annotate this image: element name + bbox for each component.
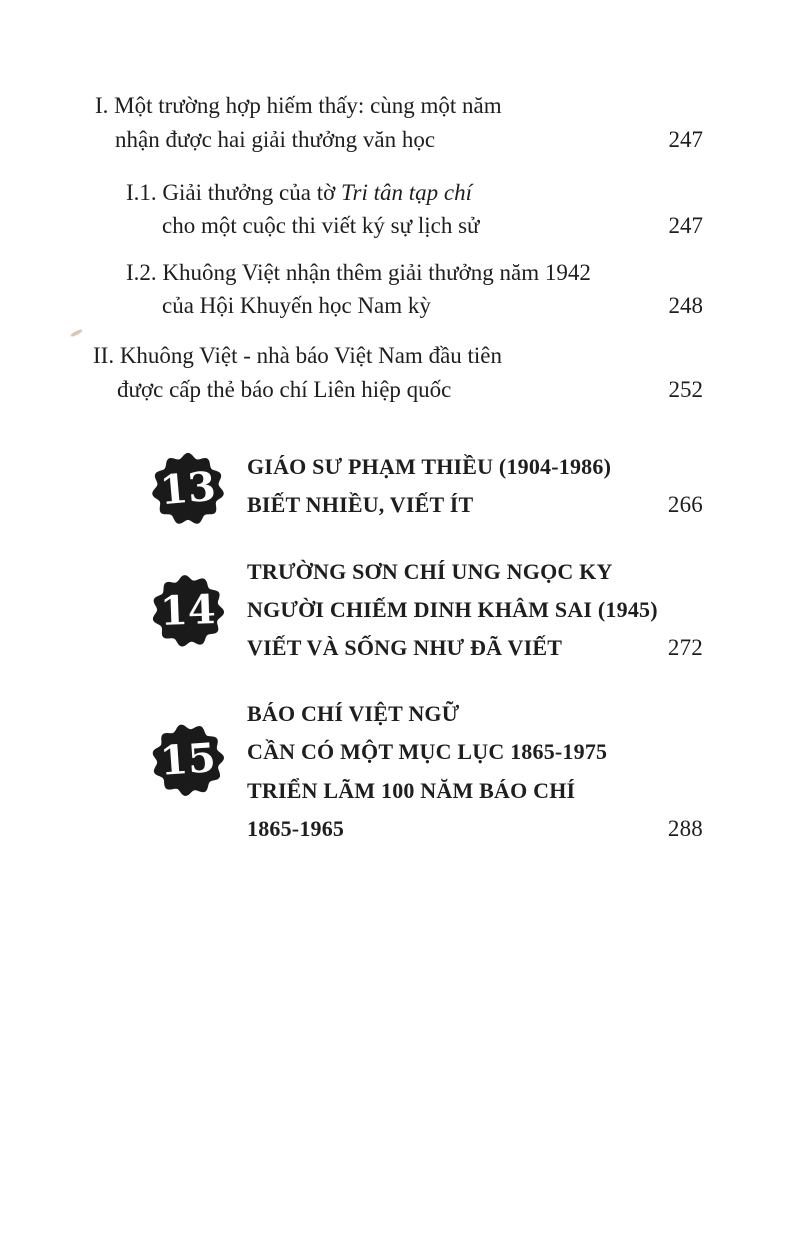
chapter-number: 15 — [158, 734, 218, 785]
chapter-title-line — [247, 591, 703, 629]
toc-entry-text: được cấp thẻ báo chí Liên hiệp quốc — [117, 377, 452, 402]
chapter-number: 14 — [159, 586, 217, 635]
chapter-title-text: TRIỂN LÃM 100 NĂM BÁO CHÍ — [247, 778, 576, 803]
chapter-title-text: 1865-1965 — [247, 816, 345, 841]
chapter-title-text: GIÁO SƯ PHẠM THIỀU (1904-1986) — [247, 454, 612, 479]
toc-entry-text: cho một cuộc thi viết ký sự lịch sử — [162, 213, 480, 238]
chapter-title-line — [247, 448, 703, 486]
toc-entry-text: II. Khuông Việt - nhà báo Việt Nam đầu tiên — [93, 343, 503, 368]
toc-entry-line — [126, 256, 703, 290]
page-number: 272 — [667, 635, 703, 660]
page-number: 247 — [668, 213, 703, 238]
toc-entry-text-regular: I.1. Giải thưởng của tờ — [126, 180, 341, 205]
chapter-title-line — [247, 733, 703, 771]
chapter-title-line — [247, 695, 703, 733]
toc-entry-line — [115, 123, 703, 157]
chapter-title-text: BIẾT NHIỀU, VIẾT ÍT — [247, 492, 474, 517]
toc-entry-line — [162, 289, 703, 323]
page-number: 247 — [668, 127, 703, 152]
chapter-15-seal — [150, 722, 226, 798]
toc-entry-line — [95, 89, 703, 123]
chapter-14-seal — [150, 573, 226, 649]
page-number: 266 — [667, 492, 703, 517]
chapter-title-line — [247, 772, 703, 810]
scan-artifact — [70, 328, 83, 338]
chapter-title-line — [247, 629, 703, 667]
toc-entry-text: I. Một trường hợp hiếm thấy: cùng một năm — [95, 93, 502, 118]
page-number: 248 — [668, 293, 703, 318]
page-number: 252 — [668, 377, 703, 402]
toc-entry-line — [117, 373, 703, 407]
chapter-number: 13 — [158, 462, 218, 515]
toc-entry-line — [162, 209, 703, 243]
toc-entry-text: nhận được hai giải thưởng văn học — [115, 127, 436, 152]
toc-entry-line — [126, 176, 703, 210]
chapter-title-text: TRƯỜNG SƠN CHÍ UNG NGỌC KY — [247, 559, 613, 584]
chapter-title-text: BÁO CHÍ VIỆT NGỮ — [247, 701, 460, 726]
toc-entry-text: I.2. Khuông Việt nhận thêm giải thưởng năm 1942 — [126, 260, 591, 285]
chapter-13-seal — [150, 451, 226, 527]
toc-entry-line — [93, 339, 703, 373]
chapter-title-text: CẦN CÓ MỘT MỤC LỤC 1865-1975 — [247, 739, 608, 764]
chapter-title-text: NGƯỜI CHIẾM DINH KHÂM SAI (1945) — [247, 597, 658, 622]
toc-entry-text-italic: Tri tân tạp chí — [341, 180, 472, 205]
chapter-title-line — [247, 810, 703, 848]
chapter-title-line — [247, 553, 703, 591]
toc-entry-text: của Hội Khuyến học Nam kỳ — [162, 293, 431, 318]
chapter-title-line — [247, 486, 703, 524]
page-number: 288 — [667, 816, 703, 841]
toc-entry-text — [126, 176, 472, 210]
chapter-title-text: VIẾT VÀ SỐNG NHƯ ĐÃ VIẾT — [247, 635, 563, 660]
